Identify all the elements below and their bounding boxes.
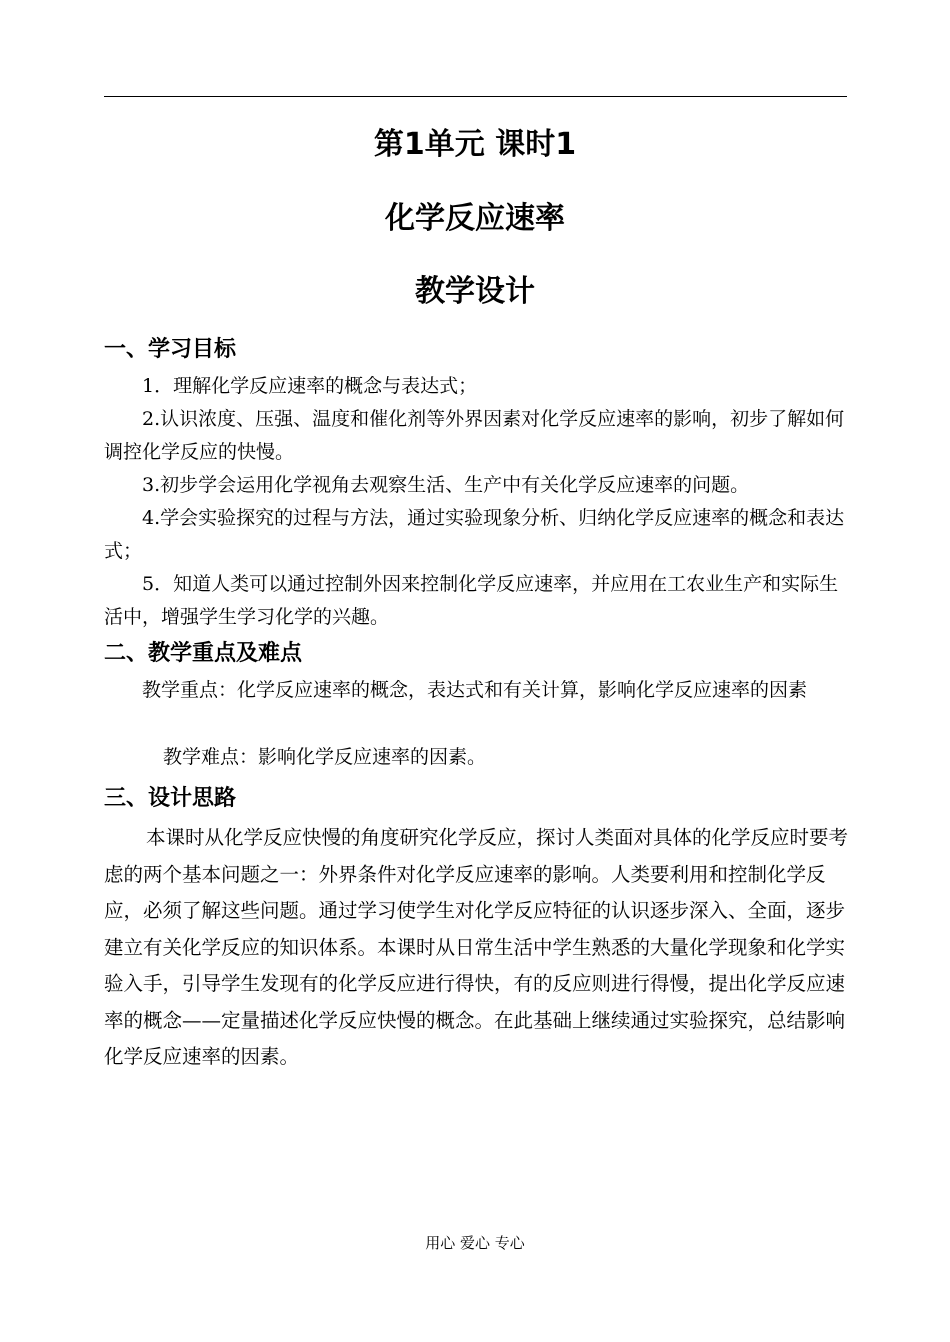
objective-item-4: 4.学会实验探究的过程与方法，通过实验现象分析、归纳化学反应速率的概念和表达式；: [104, 507, 845, 562]
lesson-title: 化学反应速率: [385, 201, 565, 236]
doc-type-title: 教学设计: [415, 274, 535, 309]
section-heading-key-points: 二、教学重点及难点: [104, 641, 303, 666]
header-rule: [104, 96, 847, 97]
objective-item-5: 5．知道人类可以通过控制外因来控制化学反应速率，并应用在工农业生产和实际生活中，增强学生学习化学的兴趣。: [104, 573, 839, 628]
section-heading-objectives: 一、学习目标: [104, 337, 237, 362]
design-body-text: 本课时从化学反应快慢的角度研究化学反应，探讨人类面对具体的化学反应时要考虑的两个基本问题之一：外界条件对化学反应速率的影响。人类要利用和控制化学反应，必须了解这些问题。通过学习使学生对化学反应特征的认识逐步深入、全面，逐步建立有关化学反应的知识体系。本课时从日常生活中学生熟悉的大量化学现象和化学实验入手，引导学生发现有的化学反应进行得快，有的反应则进行得慢，提出化学反应速率的概念——定量描述化学反应快慢的概念。在此基础上继续通过实验探究，总结影响化学反应速率的因素。: [104, 826, 849, 1068]
unit-title: 第1单元 课时1: [373, 127, 577, 162]
key-point-text: 教学重点：化学反应速率的概念，表达式和有关计算，影响化学反应速率的因素: [142, 679, 808, 701]
section-heading-design: 三、设计思路: [104, 786, 237, 811]
difficulty-text: 教学难点：影响化学反应速率的因素。: [163, 746, 487, 768]
objective-item-2: 2.认识浓度、压强、温度和催化剂等外界因素对化学反应速率的影响，初步了解如何调控化学反应的快慢。: [104, 408, 845, 463]
page-footer: 用心 爱心 专心: [425, 1234, 525, 1252]
objective-item-1: 1．理解化学反应速率的概念与表达式；: [142, 375, 478, 397]
objective-item-3: 3.初步学会运用化学视角去观察生活、生产中有关化学反应速率的问题。: [142, 474, 750, 496]
